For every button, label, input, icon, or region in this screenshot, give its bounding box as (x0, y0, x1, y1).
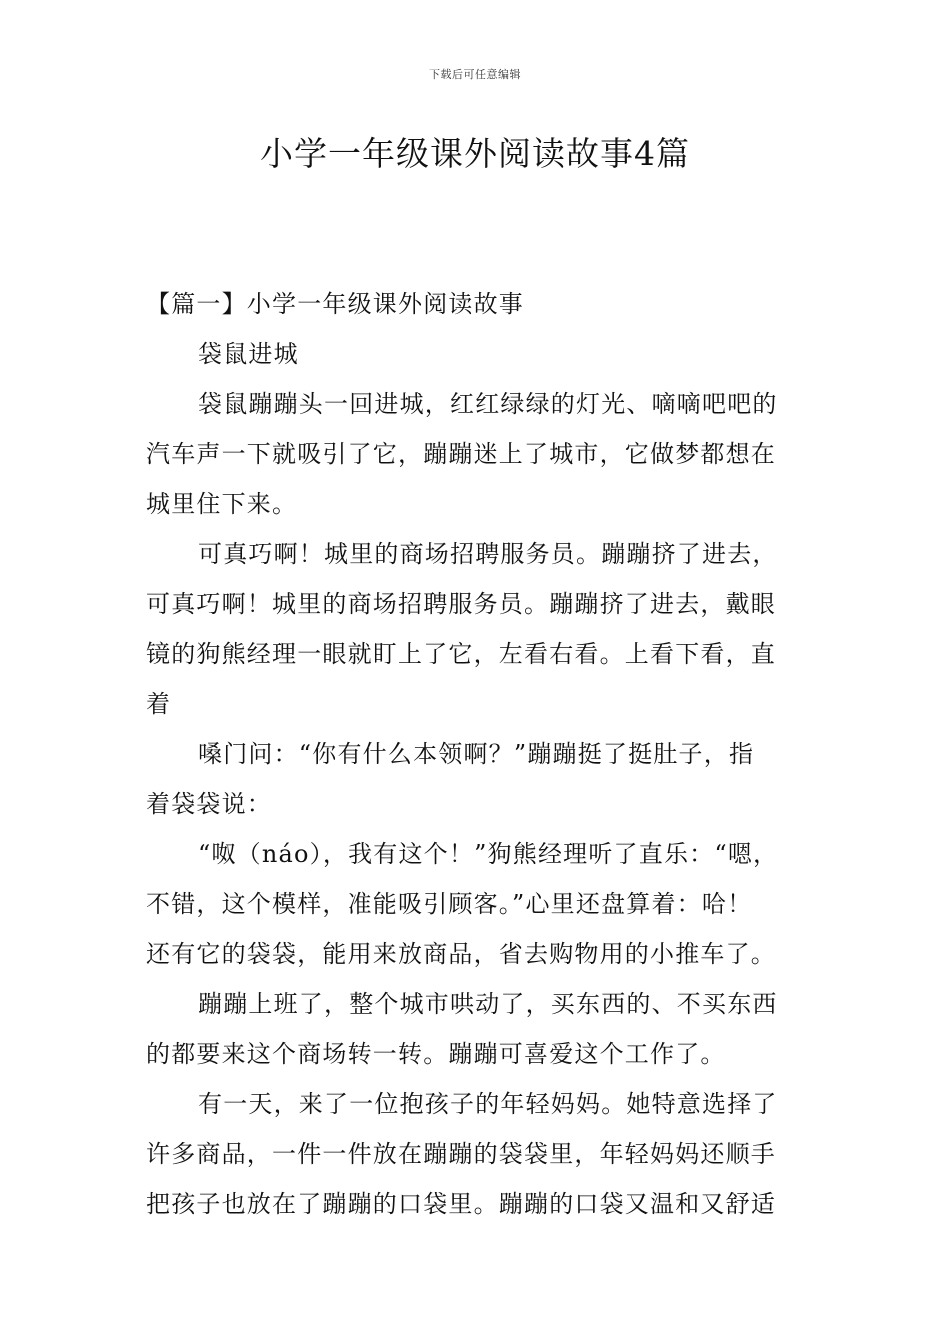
paragraph-line: 着袋袋说： (146, 790, 272, 818)
paragraph-line: 蹦蹦上班了，整个城市哄动了，买东西的、不买东西 (198, 990, 778, 1018)
paragraph-line: 的都要来这个商场转一转。蹦蹦可喜爱这个工作了。 (146, 1040, 726, 1068)
paragraph-line: 嗓门问：“你有什么本领啊？”蹦蹦挺了挺肚子，指 (198, 740, 755, 768)
paragraph-line: 城里住下来。 (146, 490, 298, 518)
paragraph-line: 镜的狗熊经理一眼就盯上了它，左看右看。上看下看，直 (146, 640, 776, 668)
paragraph-line: 可真巧啊！城里的商场招聘服务员。蹦蹦挤了进去，戴眼 (146, 590, 776, 618)
paragraph-line: 可真巧啊！城里的商场招聘服务员。蹦蹦挤了进去， (198, 540, 778, 568)
section-heading: 【篇一】小学一年级课外阅读故事 (146, 290, 524, 318)
story-title: 袋鼠进城 (198, 340, 299, 368)
document-title: 小学一年级课外阅读故事4篇 (260, 134, 690, 173)
paragraph-line: 有一天，来了一位抱孩子的年轻妈妈。她特意选择了 (198, 1090, 778, 1118)
paragraph-line: 不错，这个模样，准能吸引顾客。”心里还盘算着：哈！ (146, 890, 753, 918)
paragraph-line: “呶（náo），我有这个！”狗熊经理听了直乐：“嗯， (198, 840, 779, 868)
document-body (146, 279, 826, 1229)
paragraph-line: 汽车声一下就吸引了它，蹦蹦迷上了城市，它做梦都想在 (146, 440, 776, 468)
paragraph-line: 袋鼠蹦蹦头一回进城，红红绿绿的灯光、嘀嘀吧吧的 (198, 390, 778, 418)
paragraph-line: 还有它的袋袋，能用来放商品，省去购物用的小推车了。 (146, 940, 776, 968)
paragraph-line: 着 (146, 690, 172, 718)
header-note: 下载后可任意编辑 (429, 68, 521, 81)
paragraph-line: 把孩子也放在了蹦蹦的口袋里。蹦蹦的口袋又温和又舒适 (146, 1190, 776, 1218)
paragraph-line: 许多商品，一件一件放在蹦蹦的袋袋里，年轻妈妈还顺手 (146, 1140, 776, 1168)
